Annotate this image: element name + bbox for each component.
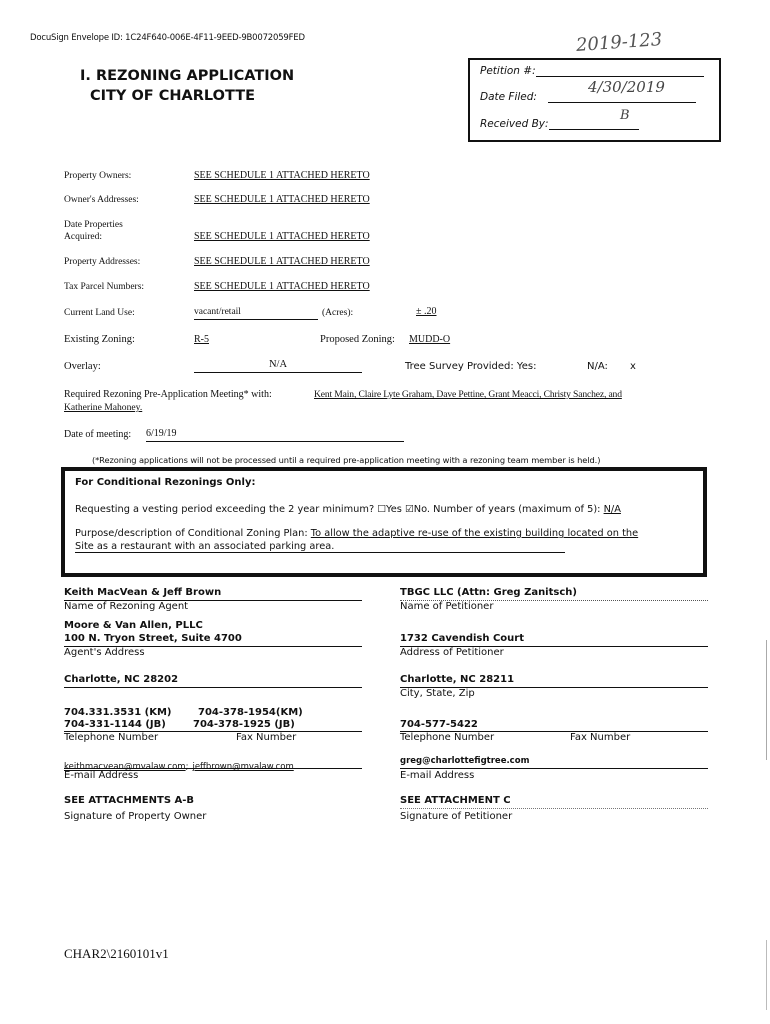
- received-by-line: [549, 129, 639, 130]
- proposed-zoning-label: Proposed Zoning:: [320, 334, 395, 345]
- petitioner-name: TBGC LLC (Attn: Greg Zanitsch): [400, 587, 577, 598]
- agent-fax-label: Fax Number: [236, 732, 297, 743]
- acres-label: (Acres):: [322, 308, 354, 318]
- owner-addresses-label: Owner's Addresses:: [64, 195, 139, 205]
- agent-phone-label: Telephone Number: [64, 732, 159, 743]
- petition-number-row: [480, 65, 704, 77]
- existing-zoning-label: Existing Zoning:: [64, 334, 135, 345]
- agent-city: Charlotte, NC 28202: [64, 674, 179, 685]
- conditional-rezoning-box: [61, 467, 707, 577]
- agent-email-2[interactable]: jeffbrown@mvalaw.com: [192, 762, 294, 772]
- petitioner-fax-label: Fax Number: [570, 732, 631, 743]
- document-title: [80, 66, 294, 106]
- date-filed-handwritten: 4/30/2019: [588, 78, 665, 96]
- tree-survey-na-mark: x: [630, 361, 636, 372]
- purpose-value-line-1: To allow the adaptive re-use of the existing building located on the: [310, 528, 639, 539]
- purpose-value-line-2: Site as a restaurant with an associated parking area.: [75, 541, 565, 553]
- title-line-2: CITY OF CHARLOTTE: [90, 88, 255, 104]
- petition-number-label: Petition #:: [480, 65, 536, 77]
- vesting-years-value: N/A: [603, 504, 621, 515]
- agent-email-1[interactable]: keithmacvean@mvalaw.com: [64, 762, 186, 772]
- date-filed-line: [548, 102, 696, 103]
- office-use-box: [468, 58, 721, 142]
- received-by-row: [480, 118, 639, 130]
- agent-email-label: E-mail Address: [64, 770, 139, 781]
- proposed-zoning-value: MUDD-O: [409, 334, 451, 345]
- petitioner-email[interactable]: greg@charlottefigtree.com: [400, 756, 530, 766]
- owner-addresses-value: SEE SCHEDULE 1 ATTACHED HERETO: [194, 194, 370, 205]
- vesting-question: [75, 504, 621, 515]
- agent-phone-2: 704-331-1144 (JB): [64, 719, 166, 730]
- handwritten-petition-number: 2019-123: [575, 29, 663, 56]
- received-by-label: Received By:: [480, 118, 549, 130]
- agent-city-line: [64, 687, 362, 688]
- meeting-date-label: Date of meeting:: [64, 429, 132, 440]
- pre-app-meeting-attendees-cont: Katherine Mahoney.: [64, 402, 143, 413]
- petitioner-city: Charlotte, NC 28211: [400, 674, 515, 685]
- agent-email-line: [64, 768, 362, 769]
- agent-fax-2: 704-378-1925 (JB): [193, 719, 295, 730]
- pre-app-note: (*Rezoning applications will not be processed until a required pre-application meeting with a rezoning team member is held.): [92, 455, 601, 465]
- agent-phone-1: 704.331.3531 (KM): [64, 707, 172, 718]
- petitioner-city-label: City, State, Zip: [400, 688, 475, 699]
- petitioner-signature-value: SEE ATTACHMENT C: [400, 795, 511, 806]
- existing-zoning-value: R-5: [194, 334, 209, 345]
- land-use-label: Current Land Use:: [64, 308, 135, 318]
- petitioner-signature-line: [400, 808, 708, 809]
- meeting-date-value: 6/19/19: [146, 428, 404, 442]
- scan-margin-mark: [766, 640, 767, 760]
- property-addresses-label: Property Addresses:: [64, 257, 141, 267]
- agent-address: 100 N. Tryon Street, Suite 4700: [64, 633, 242, 644]
- petitioner-address: 1732 Cavendish Court: [400, 633, 524, 644]
- scan-margin-mark: [766, 940, 767, 1010]
- petitioner-name-label: Name of Petitioner: [400, 601, 494, 612]
- title-line-1: I. REZONING APPLICATION: [80, 68, 295, 84]
- agent-name: Keith MacVean & Jeff Brown: [64, 587, 222, 598]
- overlay-label: Overlay:: [64, 361, 101, 372]
- docusign-envelope-id: DocuSign Envelope ID: 1C24F640-006E-4F11-9EED-9B0072059FED: [30, 33, 305, 43]
- petitioner-phone-label: Telephone Number: [400, 732, 495, 743]
- agent-name-label: Name of Rezoning Agent: [64, 601, 189, 612]
- petitioner-email-line: [400, 768, 708, 769]
- pre-app-meeting-attendees: Kent Main, Claire Lyte Graham, Dave Pettine, Grant Meacci, Christy Sanchez, and: [314, 389, 622, 400]
- conditional-heading: For Conditional Rezonings Only:: [75, 477, 256, 488]
- property-owners-value: SEE SCHEDULE 1 ATTACHED HERETO: [194, 170, 370, 181]
- property-addresses-value: SEE SCHEDULE 1 ATTACHED HERETO: [194, 256, 370, 267]
- received-by-handwritten: B: [620, 108, 630, 123]
- document-code: CHAR2\2160101v1: [64, 946, 169, 961]
- acres-value: ± .20: [416, 306, 437, 317]
- owner-signature-value: SEE ATTACHMENTS A-B: [64, 795, 195, 806]
- tax-parcel-label: Tax Parcel Numbers:: [64, 282, 145, 292]
- agent-firm: Moore & Van Allen, PLLC: [64, 620, 203, 631]
- owner-signature-label: Signature of Property Owner: [64, 811, 207, 822]
- tax-parcel-value: SEE SCHEDULE 1 ATTACHED HERETO: [194, 281, 370, 292]
- petitioner-phone: 704-577-5422: [400, 719, 478, 730]
- vesting-question-text: Requesting a vesting period exceeding the 2 year minimum? ☐Yes ☑No. Number of years (maximum of 5):: [75, 504, 601, 515]
- property-owners-label: Property Owners:: [64, 171, 132, 181]
- petitioner-email-label: E-mail Address: [400, 770, 475, 781]
- date-acquired-value: SEE SCHEDULE 1 ATTACHED HERETO: [194, 231, 370, 242]
- agent-address-label: Agent's Address: [64, 647, 145, 658]
- date-filed-label: Date Filed:: [480, 91, 537, 103]
- overlay-value: N/A: [194, 359, 362, 373]
- land-use-value: vacant/retail: [194, 307, 318, 320]
- purpose-row: [75, 528, 638, 539]
- tree-survey-na-label: N/A:: [587, 361, 608, 372]
- petitioner-address-label: Address of Petitioner: [400, 647, 504, 658]
- date-acquired-label: Date Properties Acquired:: [64, 220, 123, 242]
- tree-survey-label: Tree Survey Provided: Yes:: [405, 361, 537, 372]
- purpose-label: Purpose/description of Conditional Zoning Plan:: [75, 528, 308, 539]
- petition-number-line: [536, 76, 704, 77]
- agent-emails: keithmacvean@mvalaw.com; jeffbrown@mvalaw.com: [64, 762, 294, 772]
- petitioner-signature-label: Signature of Petitioner: [400, 811, 513, 822]
- agent-fax-1: 704-378-1954(KM): [198, 707, 303, 718]
- pre-app-meeting-label: Required Rezoning Pre-Application Meeting* with:: [64, 389, 272, 400]
